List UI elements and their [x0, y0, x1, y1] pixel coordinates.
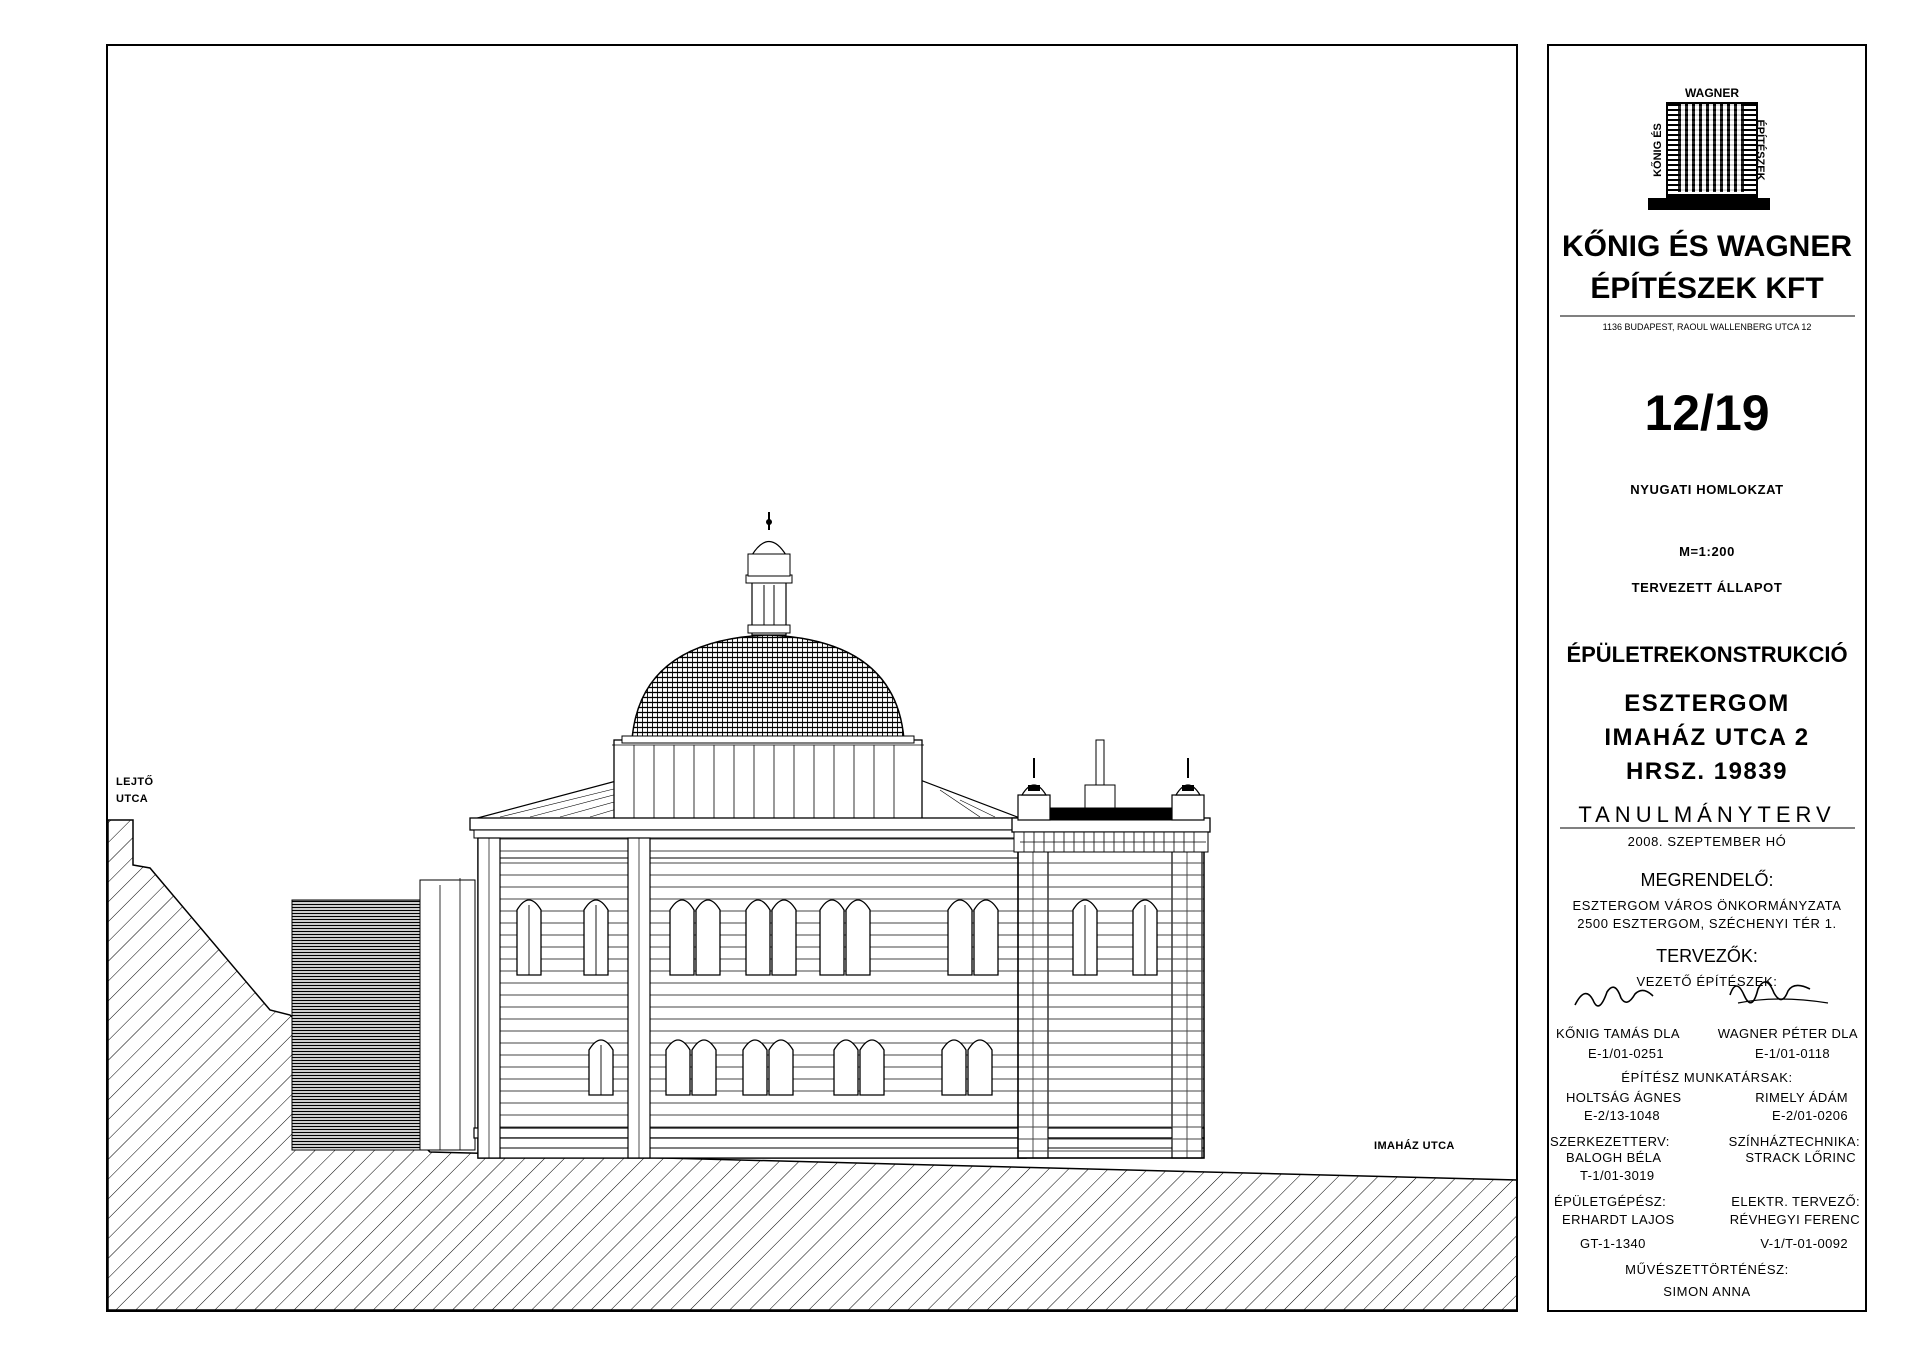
signature-1 [1575, 987, 1653, 1006]
sheet-title: NYUGATI HOMLOKZAT [1630, 482, 1784, 497]
elec-label: ELEKTR. TERVEZŐ: [1731, 1194, 1860, 1209]
state-label: TERVEZETT ÁLLAPOT [1631, 580, 1783, 595]
date-label: 2008. SZEPTEMBER HÓ [1627, 834, 1787, 849]
location-line1: ESZTERGOM [1624, 690, 1790, 717]
street-label-lejto-1: LEJTŐ [116, 776, 154, 788]
lead-architect-label: VEZETŐ ÉPÍTÉSZEK: [1636, 974, 1778, 989]
mech-label: ÉPÜLETGÉPÉSZ: [1554, 1194, 1667, 1209]
main-facade [478, 822, 1026, 1158]
associate-1-id: E-2/13-1048 [1584, 1108, 1660, 1123]
firm-logo [1648, 86, 1770, 216]
retaining-wall [292, 900, 430, 1150]
stage-label: SZÍNHÁZTECHNIKA: [1728, 1134, 1860, 1149]
structural-name: BALOGH BÉLA [1566, 1150, 1662, 1165]
dome-drum [614, 740, 922, 820]
firm-name-line2: ÉPÍTÉSZEK KFT [1590, 272, 1824, 305]
scale-label: M=1:200 [1679, 544, 1735, 559]
sheet-number: 12/19 [1644, 385, 1770, 441]
structural-id: T-1/01-3019 [1580, 1168, 1655, 1183]
firm-address: 1136 BUDAPEST, RAOUL WALLENBERG UTCA 12 [1602, 322, 1812, 332]
art-historian-label: MŰVÉSZETTÖRTÉNÉSZ: [1625, 1262, 1789, 1277]
art-historian-name: SIMON ANNA [1663, 1284, 1751, 1299]
client-line1: ESZTERGOM VÁROS ÖNKORMÁNYZATA [1572, 898, 1842, 913]
plan-type: TANULMÁNYTERV [1578, 802, 1836, 827]
annex-wall [420, 880, 475, 1150]
associate-1: HOLTSÁG ÁGNES [1566, 1090, 1682, 1105]
street-label-lejto-2: UTCA [116, 793, 149, 805]
dome [632, 635, 904, 740]
lead-architect-1: KŐNIG TAMÁS DLA [1556, 1026, 1680, 1041]
elec-name: RÉVHEGYI FERENC [1729, 1212, 1860, 1227]
street-label-imahaz: IMAHÁZ UTCA [1374, 1140, 1455, 1152]
associate-2-id: E-2/01-0206 [1772, 1108, 1848, 1123]
lead-architect-2: WAGNER PÉTER DLA [1717, 1026, 1858, 1041]
stage-name: STRACK LŐRINC [1745, 1150, 1856, 1165]
associates-label: ÉPÍTÉSZ MUNKATÁRSAK: [1621, 1070, 1793, 1085]
mech-name: ERHARDT LAJOS [1562, 1212, 1675, 1227]
logo-text-left: KŐNIG ÉS [1652, 123, 1664, 177]
logo-text-top: WAGNER [1685, 86, 1739, 100]
logo-text-right: ÉPÍTÉSZEK [1754, 119, 1766, 181]
lead-architect-2-id: E-1/01-0118 [1755, 1046, 1830, 1061]
location-line2: IMAHÁZ UTCA 2 [1604, 724, 1810, 751]
location-line3: HRSZ. 19839 [1626, 758, 1788, 785]
designers-label: TERVEZŐK: [1656, 946, 1758, 966]
mech-id: GT-1-1340 [1580, 1236, 1646, 1251]
firm-name-line1: KŐNIG ÉS WAGNER [1561, 230, 1853, 263]
project-type: ÉPÜLETREKONSTRUKCIÓ [1566, 642, 1848, 667]
client-label: MEGRENDELŐ: [1640, 870, 1774, 890]
lead-architect-1-id: E-1/01-0251 [1588, 1046, 1664, 1061]
structural-label: SZERKEZETTERV: [1550, 1134, 1670, 1149]
elec-id: V-1/T-01-0092 [1760, 1236, 1848, 1251]
associate-2: RIMELY ÁDÁM [1755, 1090, 1848, 1105]
client-line2: 2500 ESZTERGOM, SZÉCHENYI TÉR 1. [1577, 916, 1837, 931]
